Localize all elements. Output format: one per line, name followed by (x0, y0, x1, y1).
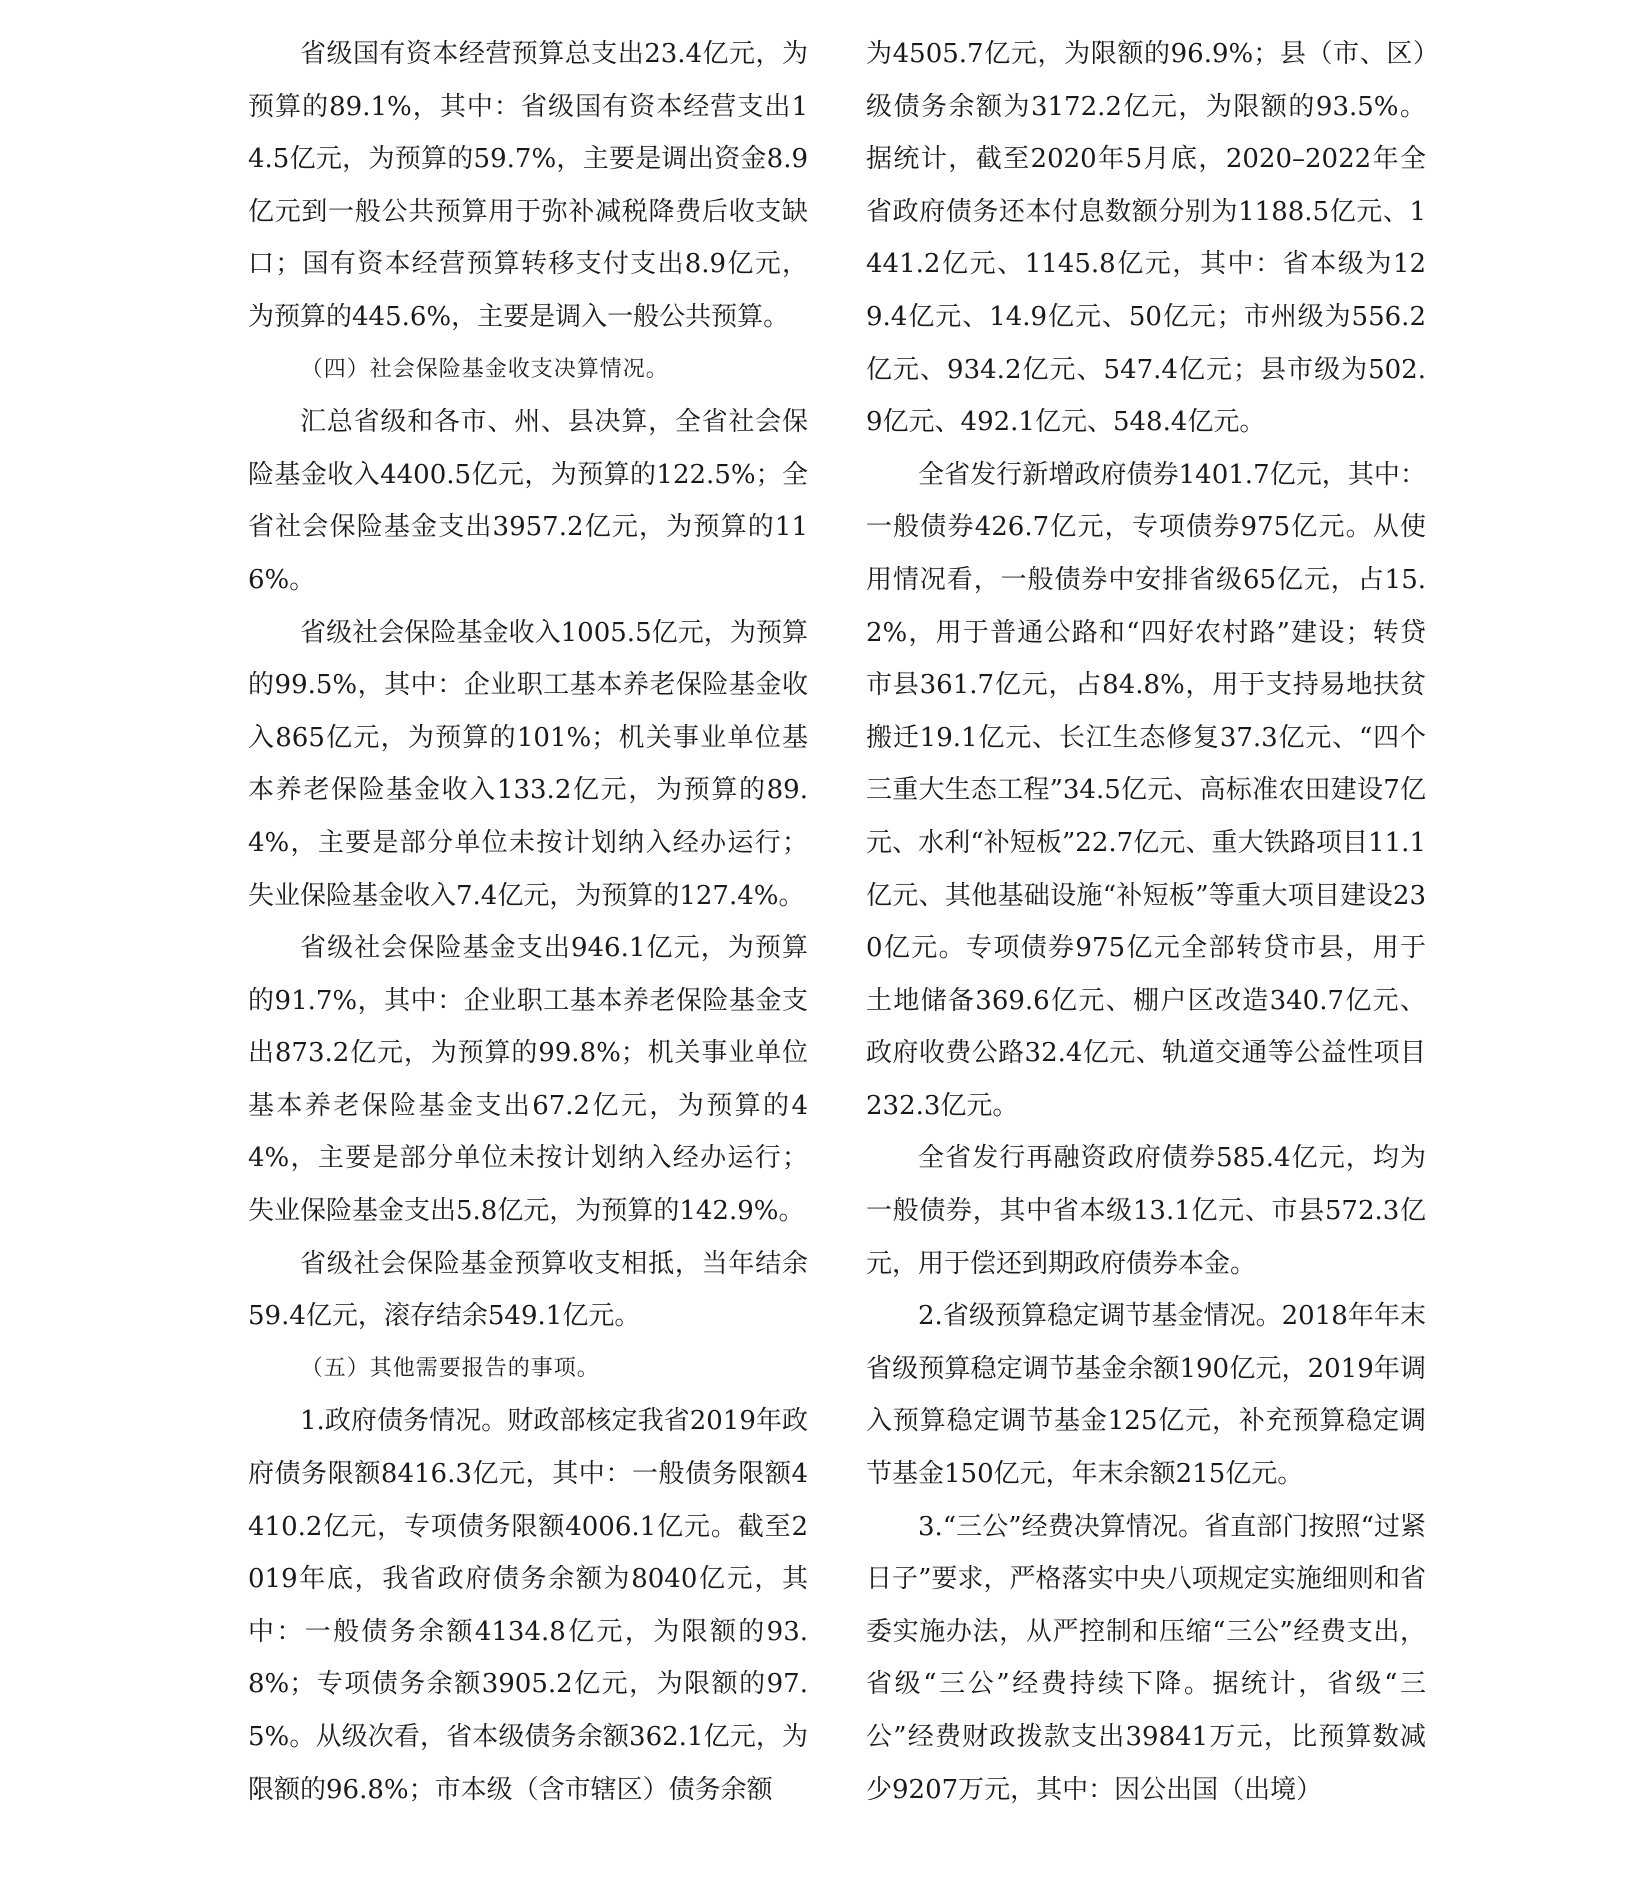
paragraph-government-debt: 1.政府债务情况。财政部核定我省2019年政府债务限额8416.3亿元，其中：一般债务限额4410.2亿元，专项债务限额4006.1亿元。截至2019年底，我省政府债务余额为8040亿元，其中：一般债务余额4134.8亿元，为限额的93.8%；专项债务余额3905.2亿元，为限额的97.5%。从级次看，省本级债务余额362.1亿元，为限额的96.8%；市本级（含市辖区）债务余额 (248, 1406, 808, 1805)
paragraph-insurance-balance: 省级社会保险基金预算收支相抵，当年结余59.4亿元，滚存结余549.1亿元。 (248, 1248, 808, 1332)
section-heading-other-matters: （五）其他需要报告的事项。 (300, 1355, 600, 1381)
paragraph-debt-continued: 为4505.7亿元，为限额的96.9%；县（市、区）级债务余额为3172.2亿元，为限额的93.5%。据统计，截至2020年5月底，2020–2022年全省政府债务还本付息数额分别为1188.5亿元、1441.2亿元、1145.8亿元，其中：省本级为129.4亿元、14.9亿元、50亿元；市州级为556.2亿元、934.2亿元、547.4亿元；县市级为502.9亿元、492.1亿元、548.4亿元。 (866, 39, 1426, 438)
paragraph-stabilization-fund: 2.省级预算稳定调节基金情况。2018年年末省级预算稳定调节基金余额190亿元，2019年调入预算稳定调节基金125亿元，补充预算稳定调节基金150亿元，年末余额215亿元。 (866, 1301, 1426, 1490)
paragraph-new-bonds: 全省发行新增政府债券1401.7亿元，其中：一般债券426.7亿元，专项债券975亿元。从使用情况看，一般债券中安排省级65亿元，占15.2%，用于普通公路和“四好农村路”建设；转贷市县361.7亿元，占84.8%，用于支持易地扶贫搬迁19.1亿元、长江生态修复37.3亿元、“四个三重大生态工程”34.5亿元、高标准农田建设7亿元、水利“补短板”22.7亿元、重大铁路项目11.1亿元、其他基础设施“补短板”等重大项目建设230亿元。专项债券975亿元全部转贷市县，用于土地储备369.6亿元、棚户区改造340.7亿元、政府收费公路32.4亿元、轨道交通等公益性项目232.3亿元。 (866, 459, 1426, 1121)
section-heading-social-insurance: （四）社会保险基金收支决算情况。 (300, 356, 669, 382)
paragraph-refinancing-bonds: 全省发行再融资政府债券585.4亿元，均为一般债券，其中省本级13.1亿元、市县572.3亿元，用于偿还到期政府债券本金。 (866, 1143, 1426, 1279)
paragraph-provincial-insurance-expense: 省级社会保险基金支出946.1亿元，为预算的91.7%，其中：企业职工基本养老保险基金支出873.2亿元，为预算的99.8%；机关事业单位基本养老保险基金支出67.2亿元，为预算的44%，主要是部分单位未按计划纳入经办运行；失业保险基金支出5.8亿元，为预算的142.9%。 (248, 933, 808, 1227)
paragraph-three-public-expenses: 3.“三公”经费决算情况。省直部门按照“过紧日子”要求，严格落实中央八项规定实施细则和省委实施办法，从严控制和压缩“三公”经费支出，省级“三公”经费持续下降。据统计，省级“三公”经费财政拨款支出39841万元，比预算数减少9207万元，其中：因公出国（出境） (866, 1511, 1426, 1805)
left-column (248, 28, 808, 1816)
paragraph-province-social-insurance: 汇总省级和各市、州、县决算，全省社会保险基金收入4400.5亿元，为预算的122.5%；全省社会保险基金支出3957.2亿元，为预算的116%。 (248, 407, 808, 595)
right-column (866, 28, 1426, 1816)
paragraph-provincial-insurance-income: 省级社会保险基金收入1005.5亿元，为预算的99.5%，其中：企业职工基本养老保险基金收入865亿元，为预算的101%；机关事业单位基本养老保险基金收入133.2亿元，为预算的89.4%，主要是部分单位未按计划纳入经办运行；失业保险基金收入7.4亿元，为预算的127.4%。 (248, 617, 808, 911)
paragraph-state-capital-expenditure: 省级国有资本经营预算总支出23.4亿元，为预算的89.1%，其中：省级国有资本经营支出14.5亿元，为预算的59.7%，主要是调出资金8.9亿元到一般公共预算用于弥补减税降费后收支缺口；国有资本经营预算转移支付支出8.9亿元，为预算的445.6%，主要是调入一般公共预算。 (248, 39, 808, 332)
